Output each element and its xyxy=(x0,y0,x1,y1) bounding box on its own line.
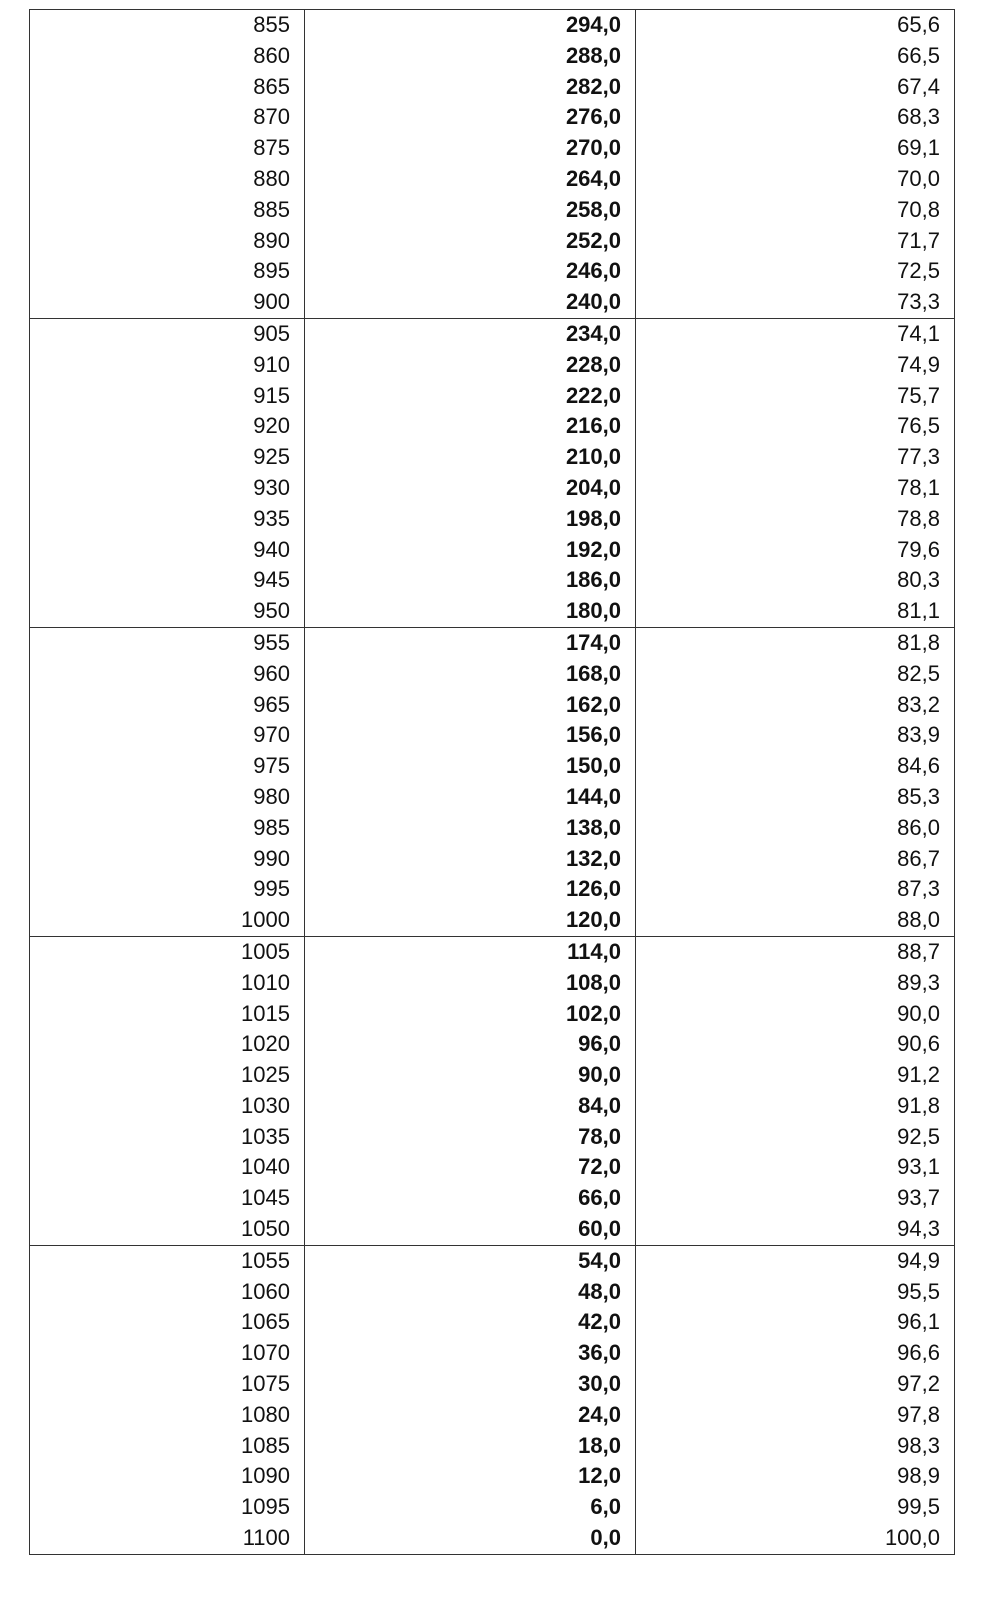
table-cell-value-column-1: 865 xyxy=(30,72,305,103)
table-cell-value-column-1: 1025 xyxy=(30,1060,305,1091)
table-cell-value-column-1: 970 xyxy=(30,720,305,751)
table-cell-value-column-1: 910 xyxy=(30,350,305,381)
table-cell-value-column-3: 70,8 xyxy=(897,196,940,222)
table-cell-value-column-2: 126,0 xyxy=(305,874,636,905)
table-row xyxy=(30,690,954,721)
table-cell-value-column-1: 1065 xyxy=(30,1307,305,1338)
table-row xyxy=(30,72,954,103)
table-cell-value-column-3: 80,3 xyxy=(897,567,940,593)
table-cell-value-column-2: 240,0 xyxy=(305,287,636,318)
table-cell-value-column-3: 97,8 xyxy=(897,1401,940,1427)
table-row-group xyxy=(29,628,955,937)
table-cell-value-column-3: 78,8 xyxy=(897,505,940,531)
table-row-group xyxy=(29,937,955,1246)
table-row xyxy=(30,1307,954,1338)
table-cell-value-column-3: 98,9 xyxy=(897,1463,940,1489)
table-cell-value-column-3: 66,5 xyxy=(897,42,940,68)
table-cell-value-column-2: 228,0 xyxy=(305,350,636,381)
table-row xyxy=(30,1152,954,1183)
table-cell-value-column-1: 870 xyxy=(30,102,305,133)
table-row xyxy=(30,442,954,473)
table-cell-value-column-1: 1040 xyxy=(30,1152,305,1183)
table-cell-value-column-2: 264,0 xyxy=(305,164,636,195)
table-cell-value-column-1: 935 xyxy=(30,504,305,535)
table-cell-value-column-2: 258,0 xyxy=(305,195,636,226)
table-row xyxy=(30,968,954,999)
table-cell-value-column-3: 88,0 xyxy=(897,907,940,933)
table-cell-value-column-1: 985 xyxy=(30,813,305,844)
table-cell-value-column-2: 84,0 xyxy=(305,1091,636,1122)
table-row xyxy=(30,813,954,844)
table-cell-value-column-1: 855 xyxy=(30,10,305,41)
table-cell-value-column-2: 60,0 xyxy=(305,1214,636,1245)
table-row xyxy=(30,628,954,659)
table-row xyxy=(30,596,954,627)
table-row xyxy=(30,720,954,751)
table-cell-value-column-2: 18,0 xyxy=(305,1431,636,1462)
table-cell-value-column-1: 895 xyxy=(30,256,305,287)
table-cell-value-column-1: 1020 xyxy=(30,1029,305,1060)
table-cell-value-column-1: 945 xyxy=(30,565,305,596)
table-cell-value-column-2: 132,0 xyxy=(305,844,636,875)
table-cell-value-column-3: 87,3 xyxy=(897,876,940,902)
table-cell-value-column-2: 276,0 xyxy=(305,102,636,133)
table-cell-value-column-3: 89,3 xyxy=(897,969,940,995)
table-cell-value-column-3: 93,7 xyxy=(897,1185,940,1211)
table-cell-value-column-2: 138,0 xyxy=(305,813,636,844)
table-cell-value-column-2: 66,0 xyxy=(305,1183,636,1214)
table-cell-value-column-2: 216,0 xyxy=(305,411,636,442)
table-cell-value-column-1: 930 xyxy=(30,473,305,504)
table-row xyxy=(30,1523,954,1554)
table-row xyxy=(30,751,954,782)
table-row xyxy=(30,1338,954,1369)
table-cell-value-column-1: 875 xyxy=(30,133,305,164)
table-cell-value-column-3: 82,5 xyxy=(897,660,940,686)
table-cell-value-column-2: 12,0 xyxy=(305,1461,636,1492)
table-cell-value-column-3: 85,3 xyxy=(897,783,940,809)
table-cell-value-column-2: 78,0 xyxy=(305,1122,636,1153)
table-cell-value-column-1: 860 xyxy=(30,41,305,72)
table-row xyxy=(30,256,954,287)
table-cell-value-column-3: 90,0 xyxy=(897,1000,940,1026)
table-cell-value-column-1: 980 xyxy=(30,782,305,813)
table-row xyxy=(30,350,954,381)
table-row xyxy=(30,874,954,905)
table-cell-value-column-2: 246,0 xyxy=(305,256,636,287)
table-cell-value-column-1: 1050 xyxy=(30,1214,305,1245)
table-cell-value-column-3: 79,6 xyxy=(897,536,940,562)
table-cell-value-column-2: 204,0 xyxy=(305,473,636,504)
table-cell-value-column-3: 94,9 xyxy=(897,1247,940,1273)
table-cell-value-column-3: 81,8 xyxy=(897,629,940,655)
table-cell-value-column-2: 42,0 xyxy=(305,1307,636,1338)
table-cell-value-column-1: 955 xyxy=(30,628,305,659)
table-cell-value-column-2: 282,0 xyxy=(305,72,636,103)
table-cell-value-column-2: 96,0 xyxy=(305,1029,636,1060)
table-cell-value-column-3: 100,0 xyxy=(884,1525,940,1551)
table-row xyxy=(30,659,954,690)
table-cell-value-column-3: 96,6 xyxy=(897,1340,940,1366)
table-cell-value-column-3: 94,3 xyxy=(897,1216,940,1242)
table-row-group xyxy=(29,1246,955,1555)
table-cell-value-column-1: 1005 xyxy=(30,937,305,968)
table-cell-value-column-3: 98,3 xyxy=(897,1432,940,1458)
table-cell-value-column-3: 76,5 xyxy=(897,413,940,439)
table-row-group xyxy=(29,9,955,319)
table-row xyxy=(30,102,954,133)
table-row xyxy=(30,535,954,566)
table-cell-value-column-1: 1030 xyxy=(30,1091,305,1122)
table-cell-value-column-1: 1100 xyxy=(30,1523,305,1554)
table-cell-value-column-2: 108,0 xyxy=(305,968,636,999)
table-cell-value-column-2: 24,0 xyxy=(305,1400,636,1431)
table-cell-value-column-2: 144,0 xyxy=(305,782,636,813)
table-row xyxy=(30,287,954,318)
table-cell-value-column-2: 180,0 xyxy=(305,596,636,627)
table-cell-value-column-1: 960 xyxy=(30,659,305,690)
table-cell-value-column-3: 73,3 xyxy=(897,289,940,315)
table-cell-value-column-2: 120,0 xyxy=(305,905,636,936)
table-cell-value-column-2: 102,0 xyxy=(305,999,636,1030)
table-cell-value-column-2: 54,0 xyxy=(305,1246,636,1277)
table-cell-value-column-3: 71,7 xyxy=(897,227,940,253)
table-row xyxy=(30,1060,954,1091)
table-cell-value-column-3: 97,2 xyxy=(897,1371,940,1397)
table-row xyxy=(30,10,954,41)
table-cell-value-column-3: 69,1 xyxy=(897,135,940,161)
table-cell-value-column-2: 162,0 xyxy=(305,690,636,721)
table-row xyxy=(30,565,954,596)
table-row xyxy=(30,41,954,72)
data-table xyxy=(29,9,955,1555)
table-cell-value-column-2: 156,0 xyxy=(305,720,636,751)
table-row xyxy=(30,381,954,412)
table-cell-value-column-2: 222,0 xyxy=(305,381,636,412)
table-cell-value-column-3: 70,0 xyxy=(897,165,940,191)
table-cell-value-column-1: 880 xyxy=(30,164,305,195)
table-row xyxy=(30,999,954,1030)
table-cell-value-column-3: 81,1 xyxy=(897,598,940,624)
table-cell-value-column-1: 900 xyxy=(30,287,305,318)
table-cell-value-column-2: 192,0 xyxy=(305,535,636,566)
table-cell-value-column-1: 885 xyxy=(30,195,305,226)
table-cell-value-column-2: 198,0 xyxy=(305,504,636,535)
table-cell-value-column-1: 1010 xyxy=(30,968,305,999)
table-row xyxy=(30,844,954,875)
table-cell-value-column-2: 114,0 xyxy=(305,937,636,968)
table-cell-value-column-1: 1000 xyxy=(30,905,305,936)
table-cell-value-column-2: 234,0 xyxy=(305,319,636,350)
table-cell-value-column-1: 1015 xyxy=(30,999,305,1030)
table-cell-value-column-2: 0,0 xyxy=(305,1523,636,1554)
table-cell-value-column-2: 252,0 xyxy=(305,226,636,257)
table-row-group xyxy=(29,319,955,628)
table-cell-value-column-2: 6,0 xyxy=(305,1492,636,1523)
table-cell-value-column-2: 288,0 xyxy=(305,41,636,72)
table-cell-value-column-3: 90,6 xyxy=(897,1031,940,1057)
table-cell-value-column-1: 940 xyxy=(30,535,305,566)
table-cell-value-column-1: 1090 xyxy=(30,1461,305,1492)
table-cell-value-column-3: 88,7 xyxy=(897,938,940,964)
table-cell-value-column-1: 990 xyxy=(30,844,305,875)
table-row xyxy=(30,133,954,164)
table-cell-value-column-3: 86,7 xyxy=(897,845,940,871)
table-row xyxy=(30,195,954,226)
table-cell-value-column-1: 1085 xyxy=(30,1431,305,1462)
table-cell-value-column-3: 96,1 xyxy=(897,1309,940,1335)
table-row xyxy=(30,905,954,936)
table-cell-value-column-2: 168,0 xyxy=(305,659,636,690)
table-cell-value-column-1: 920 xyxy=(30,411,305,442)
table-cell-value-column-3: 99,5 xyxy=(897,1494,940,1520)
table-cell-value-column-1: 925 xyxy=(30,442,305,473)
table-cell-value-column-1: 1060 xyxy=(30,1277,305,1308)
table-row xyxy=(30,1461,954,1492)
table-row xyxy=(30,1431,954,1462)
table-cell-value-column-3: 83,2 xyxy=(897,691,940,717)
table-row xyxy=(30,164,954,195)
table-row xyxy=(30,1122,954,1153)
table-row xyxy=(30,226,954,257)
table-cell-value-column-3: 84,6 xyxy=(897,753,940,779)
table-cell-value-column-1: 995 xyxy=(30,874,305,905)
table-row xyxy=(30,473,954,504)
table-cell-value-column-3: 75,7 xyxy=(897,382,940,408)
table-cell-value-column-1: 975 xyxy=(30,751,305,782)
table-row xyxy=(30,411,954,442)
table-row xyxy=(30,504,954,535)
table-cell-value-column-3: 78,1 xyxy=(897,474,940,500)
table-cell-value-column-1: 905 xyxy=(30,319,305,350)
table-row xyxy=(30,319,954,350)
table-cell-value-column-2: 186,0 xyxy=(305,565,636,596)
table-cell-value-column-3: 77,3 xyxy=(897,444,940,470)
table-cell-value-column-2: 72,0 xyxy=(305,1152,636,1183)
table-cell-value-column-3: 83,9 xyxy=(897,722,940,748)
table-row xyxy=(30,782,954,813)
table-cell-value-column-3: 72,5 xyxy=(897,258,940,284)
table-cell-value-column-1: 950 xyxy=(30,596,305,627)
table-row xyxy=(30,937,954,968)
table-row xyxy=(30,1214,954,1245)
table-cell-value-column-2: 30,0 xyxy=(305,1369,636,1400)
table-row xyxy=(30,1492,954,1523)
table-cell-value-column-1: 1070 xyxy=(30,1338,305,1369)
table-row xyxy=(30,1400,954,1431)
table-cell-value-column-3: 86,0 xyxy=(897,814,940,840)
table-cell-value-column-1: 1045 xyxy=(30,1183,305,1214)
table-cell-value-column-2: 294,0 xyxy=(305,10,636,41)
table-cell-value-column-3: 65,6 xyxy=(897,12,940,37)
table-cell-value-column-3: 91,8 xyxy=(897,1092,940,1118)
table-cell-value-column-1: 1095 xyxy=(30,1492,305,1523)
table-cell-value-column-2: 90,0 xyxy=(305,1060,636,1091)
table-cell-value-column-1: 890 xyxy=(30,226,305,257)
table-cell-value-column-1: 1075 xyxy=(30,1369,305,1400)
table-cell-value-column-2: 174,0 xyxy=(305,628,636,659)
table-cell-value-column-2: 36,0 xyxy=(305,1338,636,1369)
table-row xyxy=(30,1246,954,1277)
table-cell-value-column-3: 91,2 xyxy=(897,1062,940,1088)
table-row xyxy=(30,1277,954,1308)
table-cell-value-column-3: 95,5 xyxy=(897,1278,940,1304)
table-cell-value-column-3: 92,5 xyxy=(897,1123,940,1149)
table-cell-value-column-1: 915 xyxy=(30,381,305,412)
table-cell-value-column-1: 1055 xyxy=(30,1246,305,1277)
table-cell-value-column-1: 965 xyxy=(30,690,305,721)
table-cell-value-column-3: 74,1 xyxy=(897,320,940,346)
table-row xyxy=(30,1091,954,1122)
table-cell-value-column-2: 150,0 xyxy=(305,751,636,782)
table-cell-value-column-2: 48,0 xyxy=(305,1277,636,1308)
table-row xyxy=(30,1029,954,1060)
table-cell-value-column-1: 1035 xyxy=(30,1122,305,1153)
table-row xyxy=(30,1183,954,1214)
table-cell-value-column-3: 93,1 xyxy=(897,1154,940,1180)
table-cell-value-column-1: 1080 xyxy=(30,1400,305,1431)
table-cell-value-column-2: 270,0 xyxy=(305,133,636,164)
table-cell-value-column-2: 210,0 xyxy=(305,442,636,473)
table-cell-value-column-3: 67,4 xyxy=(897,73,940,99)
table-cell-value-column-3: 74,9 xyxy=(897,351,940,377)
table-row xyxy=(30,1369,954,1400)
table-cell-value-column-3: 68,3 xyxy=(897,104,940,130)
